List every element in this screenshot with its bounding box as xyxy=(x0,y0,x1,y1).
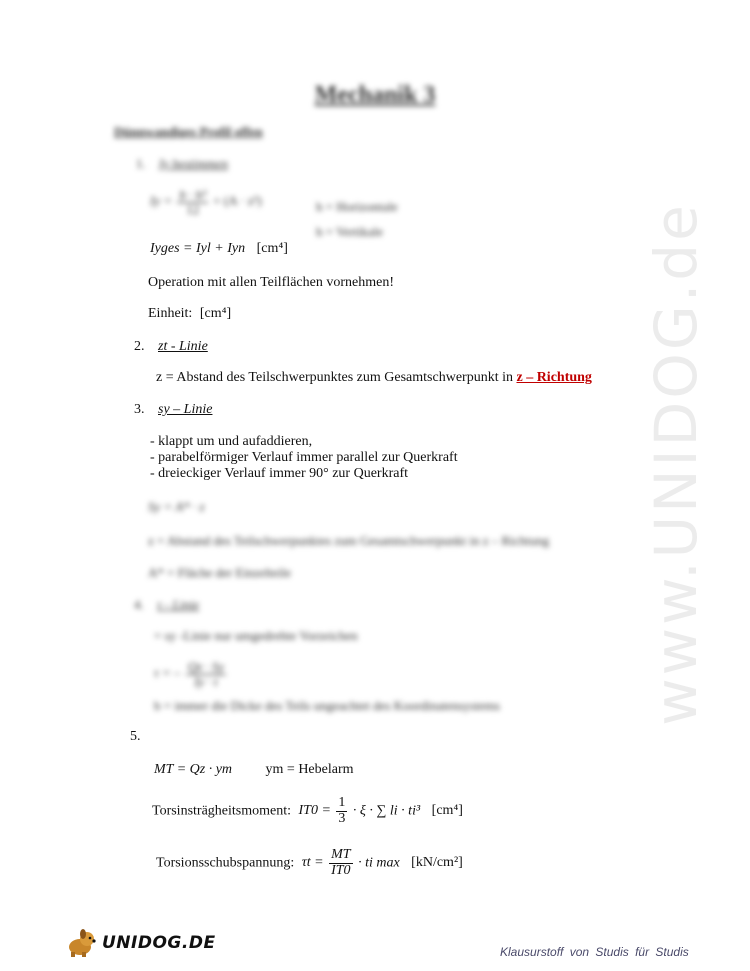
fraction-numerator: 1 xyxy=(338,795,346,810)
item-5-moment xyxy=(154,762,354,778)
item-3-number: 3. xyxy=(134,402,145,417)
moment-formula: MT = Qz · ym xyxy=(154,762,233,777)
item-3-line-2: - parabelförmiger Verlauf immer parallel zur Querkraft xyxy=(150,450,458,465)
item-3 xyxy=(134,402,212,418)
torsion-rest: · ξ · ∑ li · ti³ xyxy=(352,803,421,819)
item-1 xyxy=(136,156,228,172)
item-3-heading: sy – Linie xyxy=(158,402,213,417)
unit-label: Einheit: xyxy=(148,306,193,321)
torsion-unit: [cm⁴] xyxy=(431,803,463,819)
item-3-line-1: - klappt um und aufaddieren, xyxy=(150,434,313,449)
torsion-label: Torsinsträgheitsmoment: xyxy=(152,803,292,819)
footer-tagline: Klausurstoff von Studis für Studis xyxy=(500,945,689,959)
item-4-formula xyxy=(154,660,228,688)
fraction-denominator: IT0 xyxy=(331,862,351,878)
item-5-number: 5. xyxy=(130,729,141,744)
footer-logo xyxy=(66,928,216,958)
item-1-unit xyxy=(148,306,231,322)
fraction-denominator: 3 xyxy=(338,810,346,826)
fraction-denominator: 12 xyxy=(186,201,200,217)
item-3-line-3: - dreieckiger Verlauf immer 90° zur Querkraft xyxy=(150,466,409,481)
formula-lhs: Iy = xyxy=(150,193,173,209)
shear-rest: · ti max xyxy=(358,855,400,871)
shear-fraction xyxy=(329,848,352,878)
item-3-definition-2: A* = Fläche der Einzelteile xyxy=(148,565,292,580)
formula-rest: + (A · z²) xyxy=(213,193,262,209)
item-2-highlight: z – Richtung xyxy=(516,370,592,385)
formula-fraction xyxy=(186,660,226,688)
fraction-denominator: Iy · t xyxy=(194,673,218,689)
item-4-number: 4. xyxy=(134,597,144,612)
torsion-fraction xyxy=(336,796,347,826)
shear-unit: [kN/cm²] xyxy=(411,855,463,871)
item-5-shear xyxy=(156,848,463,878)
item-1-note-1: h = Horizontale xyxy=(316,199,398,214)
item-1-heading: Iy bestimmen xyxy=(159,156,228,171)
fraction-numerator: b · h³ xyxy=(179,187,207,202)
item-1-note-2: h = Vertikale xyxy=(316,224,384,239)
logo-text: UNIDOG.DE xyxy=(102,933,216,953)
shear-label: Torsionsschubspannung: xyxy=(156,855,295,871)
shear-lhs: τt = xyxy=(301,855,324,871)
item-1-sum xyxy=(150,241,288,257)
item-5-torsion xyxy=(152,796,463,826)
formula-lhs: τ = – xyxy=(154,665,181,681)
moment-note: ym = Hebelarm xyxy=(265,762,354,777)
item-1-formula xyxy=(150,188,262,216)
sum-unit: [cm⁴] xyxy=(256,241,288,256)
item-4-line: = sy -Linie nur umgedrehte Vorzeichen xyxy=(154,628,358,643)
item-4-heading: τ - Linie xyxy=(157,597,200,612)
item-2-number: 2. xyxy=(134,339,145,354)
item-2-heading: zt - Linie xyxy=(158,339,208,354)
watermark-text: www.UNIDOG.de xyxy=(642,202,710,726)
page-title: Mechanik 3 xyxy=(314,82,436,108)
item-2-definition: z = Abstand des Teilschwerpunktes zum Gesamtschwerpunkt in xyxy=(156,370,513,385)
item-2-text xyxy=(156,370,592,386)
sum-formula: Iyges = Iyl + Iyn xyxy=(150,241,246,256)
unit-value: [cm⁴] xyxy=(199,306,232,321)
item-3-definition-1: z = Abstand des Teilschwerpunktes zum Gesamtschwerpunkt in z – Richtung xyxy=(148,533,550,548)
item-1-number: 1. xyxy=(136,156,146,171)
item-4 xyxy=(134,597,199,613)
formula-fraction xyxy=(177,188,208,216)
watermark xyxy=(636,202,716,726)
torsion-lhs: IT0 = xyxy=(298,803,331,819)
fraction-numerator: Qz · Sy xyxy=(187,659,225,674)
dog-icon xyxy=(66,928,98,958)
item-1-operation: Operation mit allen Teilflächen vornehmen! xyxy=(148,275,395,290)
item-4-note: b = immer die Dicke des Teils ungeachtet des Koordinatensystems xyxy=(154,698,500,713)
item-2 xyxy=(134,339,208,355)
fraction-numerator: MT xyxy=(331,847,351,862)
page-subtitle: Dünnwandiges Profil offen xyxy=(114,124,263,139)
item-3-formula: Sy = A* · z xyxy=(148,499,205,514)
